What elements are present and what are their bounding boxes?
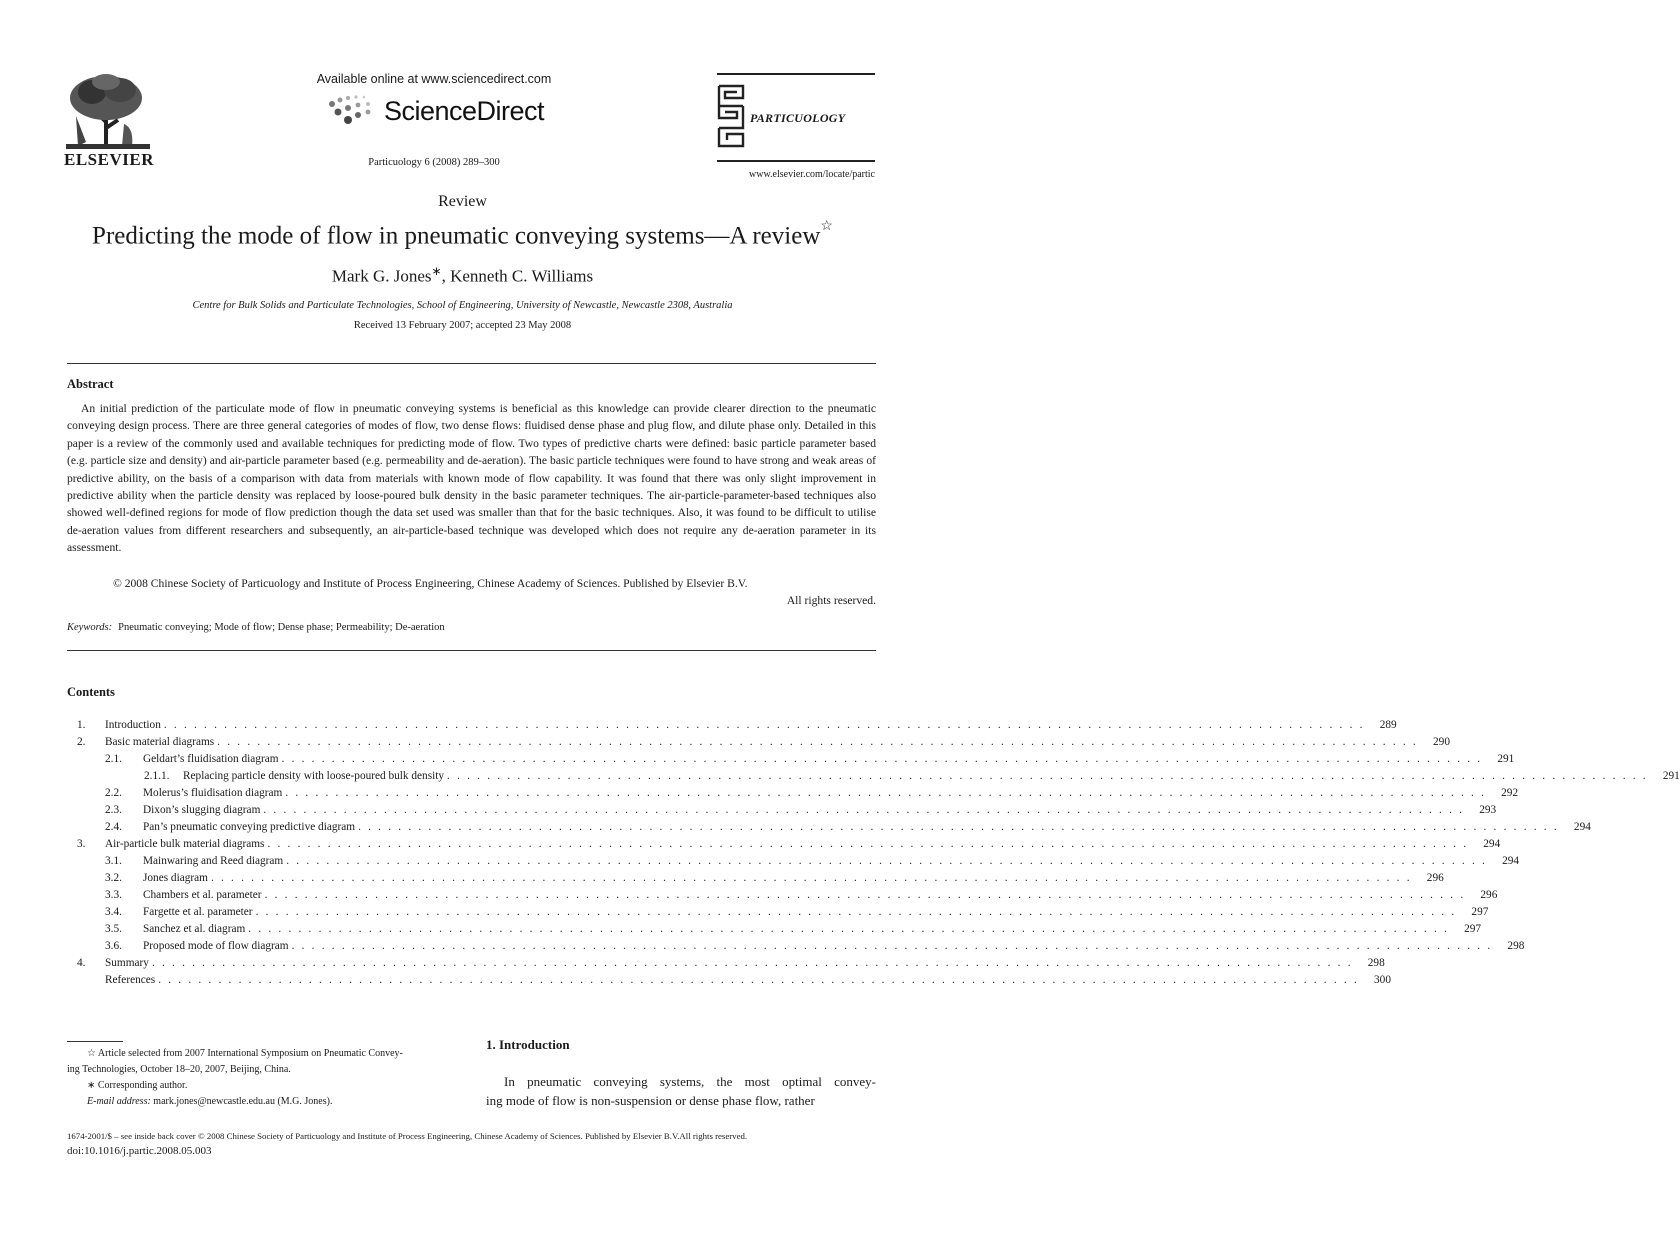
journal-logo-rule-top bbox=[717, 73, 875, 75]
copyright-line-1: © 2008 Chinese Society of Particuology and Institute of Process Engineering, Chinese Academy of Sciences. Published by Elsevier B.V. bbox=[113, 577, 748, 590]
keywords bbox=[67, 622, 445, 633]
abstract-body bbox=[67, 400, 876, 557]
particuology-maze-icon bbox=[717, 84, 745, 148]
footnotes bbox=[67, 1046, 467, 1110]
toc-entry-page: 294 bbox=[1483, 838, 1501, 850]
introduction-line-2: ing mode of flow is non-suspension or dense phase flow, rather bbox=[486, 1093, 815, 1108]
toc-entry-label: Chambers et al. parameter bbox=[143, 889, 262, 901]
introduction-heading: 1. Introduction bbox=[486, 1037, 570, 1052]
abstract-heading: Abstract bbox=[67, 377, 114, 391]
journal-reference: Particuology 6 (2008) 289–300 bbox=[368, 157, 500, 168]
toc-entry[interactable] bbox=[67, 921, 1482, 938]
sciencedirect-logo-text: ScienceDirect bbox=[384, 96, 545, 126]
toc-leader-dots: . . . . . . . . . . . . . . . . . . . . . . . . . . . . . . . . . . . . . . . . . . . . . . . . . . . . . . . . . . . . . . . . . . . . . . . . . . . . . . . . . . . . . . . . . . . . . . . . . . . . . . . . . . . . . . . . . . . . . . . . bbox=[255, 906, 1457, 918]
available-online-text: Available online at www.sciencedirect.com bbox=[316, 72, 552, 86]
toc-leader-dots: . . . . . . . . . . . . . . . . . . . . . . . . . . . . . . . . . . . . . . . . . . . . . . . . . . . . . . . . . . . . . . . . . . . . . . . . . . . . . . . . . . . . . . . . . . . . . . . . . . . . . . . . . . . . . . . . . . . . . . . . bbox=[291, 940, 1493, 952]
toc-entry-label: Basic material diagrams bbox=[105, 736, 215, 748]
keywords-text: Pneumatic conveying; Mode of flow; Dense phase; Permeability; De-aeration bbox=[118, 622, 445, 633]
toc-entry[interactable] bbox=[67, 887, 1498, 904]
toc-entry-label: Pan’s pneumatic conveying predictive diagram bbox=[143, 821, 356, 833]
toc-entry[interactable] bbox=[67, 836, 1501, 853]
toc-entry-page: 296 bbox=[1426, 872, 1444, 884]
author-williams: , Kenneth C. Williams bbox=[441, 266, 594, 286]
introduction-line-1: In pneumatic conveying systems, the most optimal convey- bbox=[504, 1074, 876, 1089]
footnote-star-line-2: ing Technologies, October 18–20, 2007, Beijing, China. bbox=[67, 1064, 291, 1075]
divider-top bbox=[67, 363, 876, 364]
footnote-corr-marker: ∗ bbox=[87, 1080, 96, 1091]
toc-entry-label: Air-particle bulk material diagrams bbox=[105, 838, 265, 850]
toc-entry[interactable] bbox=[67, 938, 1525, 955]
toc-leader-dots: . . . . . . . . . . . . . . . . . . . . . . . . . . . . . . . . . . . . . . . . . . . . . . . . . . . . . . . . . . . . . . . . . . . . . . . . . . . . . . . . . . . . . . . . . . . . . . . . . . . . . . . . . . . . . . . . . . . . . . . . bbox=[263, 804, 1465, 816]
author-jones: Mark G. Jones bbox=[331, 266, 432, 286]
toc-entry-number: 1. bbox=[77, 719, 86, 731]
toc-entry-number: 3.3. bbox=[105, 889, 122, 901]
toc-leader-dots: . . . . . . . . . . . . . . . . . . . . . . . . . . . . . . . . . . . . . . . . . . . . . . . . . . . . . . . . . . . . . . . . . . . . . . . . . . . . . . . . . . . . . . . . . . . . . . . . . . . . . . . . . . . . . . . . . . . . . . . . bbox=[163, 719, 1365, 731]
toc-leader-dots: . . . . . . . . . . . . . . . . . . . . . . . . . . . . . . . . . . . . . . . . . . . . . . . . . . . . . . . . . . . . . . . . . . . . . . . . . . . . . . . . . . . . . . . . . . . . . . . . . . . . . . . . . . . . . . . . . . . . . . . . bbox=[447, 770, 1648, 782]
toc-leader-dots: . . . . . . . . . . . . . . . . . . . . . . . . . . . . . . . . . . . . . . . . . . . . . . . . . . . . . . . . . . . . . . . . . . . . . . . . . . . . . . . . . . . . . . . . . . . . . . . . . . . . . . . . . . . . . . . . . . . . . . . . bbox=[281, 753, 1483, 765]
toc-entry-page: 293 bbox=[1479, 804, 1497, 816]
article-type: Review bbox=[438, 193, 487, 210]
journal-logo-rule-bottom bbox=[717, 160, 875, 162]
toc-entry-number: 3.1. bbox=[105, 855, 122, 867]
toc-entry-label: Geldart’s fluidisation diagram bbox=[143, 753, 279, 765]
toc-entry-number: 2. bbox=[77, 736, 86, 748]
toc-entry-number: 3. bbox=[77, 838, 86, 850]
journal-logo-text: PARTICUOLOGY bbox=[750, 111, 846, 125]
toc-entry-label: Jones diagram bbox=[143, 872, 208, 884]
footnote-star-line-1: Article selected from 2007 International Symposium on Pneumatic Convey- bbox=[97, 1048, 403, 1059]
toc-entry[interactable] bbox=[67, 819, 1591, 836]
issn-copyright-line: 1674-2001/$ – see inside back cover © 2008 Chinese Society of Particuology and Institute of Process Engineering, Chinese Academy of Sciences. Published by Elsevier B.V.All rights reserved. bbox=[67, 1131, 748, 1141]
toc-entry-label: Mainwaring and Reed diagram bbox=[143, 855, 284, 867]
toc-entry-label: Sanchez et al. diagram bbox=[143, 923, 246, 935]
toc-entry-label: References bbox=[105, 974, 156, 986]
email-label: E-mail address: bbox=[87, 1096, 151, 1107]
toc-entry-number: 2.1. bbox=[105, 753, 122, 765]
toc-entry[interactable] bbox=[67, 802, 1497, 819]
author-list bbox=[0, 264, 925, 287]
toc-leader-dots: . . . . . . . . . . . . . . . . . . . . . . . . . . . . . . . . . . . . . . . . . . . . . . . . . . . . . . . . . . . . . . . . . . . . . . . . . . . . . . . . . . . . . . . . . . . . . . . . . . . . . . . . . . . . . . . . . . . . . . . . bbox=[151, 957, 1353, 969]
article-title-text: Predicting the mode of flow in pneumatic conveying systems—A review bbox=[92, 222, 821, 250]
sciencedirect-dots-icon bbox=[326, 92, 382, 128]
toc-entry-page: 291 bbox=[1497, 753, 1515, 765]
toc-entry[interactable] bbox=[67, 853, 1520, 870]
toc-entry-page: 300 bbox=[1374, 974, 1391, 986]
footnote-email bbox=[67, 1094, 467, 1110]
toc-entry[interactable] bbox=[67, 734, 1450, 751]
introduction-body bbox=[486, 1072, 876, 1110]
abstract-text: An initial prediction of the particulate mode of flow in pneumatic conveying systems is beneficial as this knowledge can provide clearer direction to the pneumatic conveying design process. There are three general categories of modes of flow, two dense flows: fluidised dense phase and plug flow, and dilute phase only. Detailed in this paper is a review of the commonly used and available techniques for predicting mode of flow. Two types of predictive charts were defined: basic particle parameter based (e.g. particle size and density) and air-particle parameter based (e.g. permeability and de-aeration). The basic particle techniques were found to have strong and weak areas of predictive ability, on the basis of a comparison with data from materials with known mode of flow capability. It was found that there was only slight improvement in predictive ability when the particle density was replaced by loose-poured bulk density in the basic parameter techniques. The air-particle-parameter-based techniques also showed well-defined regions for mode of flow prediction though the data set used was smaller than that for the basic techniques. Also, it was found to be difficult to utilise de-aeration values from different researchers and subsequently, an air-particle-based technique was developed which does not require any de-aeration parameter in its assessment. bbox=[67, 402, 876, 555]
toc-entry-label: Replacing particle density with loose-poured bulk density bbox=[183, 770, 445, 782]
title-footnote-marker[interactable]: ☆ bbox=[820, 219, 833, 234]
toc-leader-dots: . . . . . . . . . . . . . . . . . . . . . . . . . . . . . . . . . . . . . . . . . . . . . . . . . . . . . . . . . . . . . . . . . . . . . . . . . . . . . . . . . . . . . . . . . . . . . . . . . . . . . . . . . . . . . . . . . . . . . . . . bbox=[285, 787, 1487, 799]
footnote-star-marker: ☆ bbox=[87, 1048, 96, 1059]
affiliation: Centre for Bulk Solids and Particulate Technologies, School of Engineering, University of Newcastle, Newcastle 2308, Australia bbox=[192, 300, 733, 311]
toc-entry-page: 296 bbox=[1480, 889, 1498, 901]
toc-entry[interactable] bbox=[67, 870, 1444, 887]
toc-entry[interactable] bbox=[67, 904, 1489, 921]
table-of-contents bbox=[67, 717, 1680, 989]
copyright-line-2: All rights reserved. bbox=[786, 594, 876, 608]
toc-entry[interactable] bbox=[67, 768, 1680, 785]
toc-leader-dots: . . . . . . . . . . . . . . . . . . . . . . . . . . . . . . . . . . . . . . . . . . . . . . . . . . . . . . . . . . . . . . . . . . . . . . . . . . . . . . . . . . . . . . . . . . . . . . . . . . . . . . . . . . . . . . . . . . . . . . . . bbox=[358, 821, 1559, 833]
toc-entry-label: Fargette et al. parameter bbox=[143, 906, 253, 918]
toc-entry-label: Molerus’s fluidisation diagram bbox=[143, 787, 283, 799]
journal-url[interactable]: www.elsevier.com/locate/partic bbox=[749, 169, 875, 180]
toc-leader-dots: . . . . . . . . . . . . . . . . . . . . . . . . . . . . . . . . . . . . . . . . . . . . . . . . . . . . . . . . . . . . . . . . . . . . . . . . . . . . . . . . . . . . . . . . . . . . . . . . . . . . . . . . . . . . . . . . . . . . . . . . bbox=[264, 889, 1466, 901]
toc-leader-dots: . . . . . . . . . . . . . . . . . . . . . . . . . . . . . . . . . . . . . . . . . . . . . . . . . . . . . . . . . . . . . . . . . . . . . . . . . . . . . . . . . . . . . . . . . . . . . . . . . . . . . . . . . . . . . . . . . . . . . . . . bbox=[210, 872, 1412, 884]
toc-entry[interactable] bbox=[67, 785, 1519, 802]
keywords-label: Keywords: bbox=[67, 622, 113, 633]
copyright-block bbox=[67, 575, 876, 610]
toc-entry-number: 3.5. bbox=[105, 923, 122, 935]
toc-entry-number: 3.4. bbox=[105, 906, 122, 918]
toc-entry-page: 290 bbox=[1433, 736, 1450, 748]
toc-entry-label: Summary bbox=[105, 957, 149, 969]
toc-entry-number: 2.1.1. bbox=[144, 770, 170, 782]
toc-entry-page: 294 bbox=[1502, 855, 1520, 867]
contents-heading: Contents bbox=[67, 685, 115, 699]
toc-entry[interactable] bbox=[67, 955, 1385, 972]
toc-entry-page: 289 bbox=[1379, 719, 1397, 731]
toc-entry-label: Introduction bbox=[105, 719, 161, 731]
toc-entry-page: 298 bbox=[1507, 940, 1525, 952]
email-address-link[interactable]: mark.jones@newcastle.edu.au (M.G. Jones). bbox=[153, 1096, 333, 1107]
article-title bbox=[0, 219, 925, 250]
toc-entry-number: 2.3. bbox=[105, 804, 122, 816]
toc-entry-page: 297 bbox=[1464, 923, 1482, 935]
toc-entry-label: Proposed mode of flow diagram bbox=[143, 940, 289, 952]
elsevier-tree-logo bbox=[62, 72, 154, 150]
toc-entry-number: 2.4. bbox=[105, 821, 122, 833]
toc-entry[interactable] bbox=[67, 972, 1391, 989]
toc-entry-number: 3.2. bbox=[105, 872, 122, 884]
received-dates: Received 13 February 2007; accepted 23 May 2008 bbox=[353, 320, 572, 331]
doi-link[interactable]: doi:10.1016/j.partic.2008.05.003 bbox=[67, 1144, 212, 1157]
footnote-rule bbox=[67, 1041, 123, 1042]
toc-entry-label: Dixon’s slugging diagram bbox=[143, 804, 261, 816]
footnote-corr-text: Corresponding author. bbox=[97, 1080, 188, 1091]
toc-leader-dots: . . . . . . . . . . . . . . . . . . . . . . . . . . . . . . . . . . . . . . . . . . . . . . . . . . . . . . . . . . . . . . . . . . . . . . . . . . . . . . . . . . . . . . . . . . . . . . . . . . . . . . . . . . . . . . . . . . . . . . . . bbox=[248, 923, 1450, 935]
toc-leader-dots: . . . . . . . . . . . . . . . . . . . . . . . . . . . . . . . . . . . . . . . . . . . . . . . . . . . . . . . . . . . . . . . . . . . . . . . . . . . . . . . . . . . . . . . . . . . . . . . . . . . . . . . . . . . . . . . . . . . . . . . . bbox=[217, 736, 1418, 748]
toc-entry[interactable] bbox=[67, 751, 1515, 768]
toc-entry-number: 2.2. bbox=[105, 787, 122, 799]
toc-leader-dots: . . . . . . . . . . . . . . . . . . . . . . . . . . . . . . . . . . . . . . . . . . . . . . . . . . . . . . . . . . . . . . . . . . . . . . . . . . . . . . . . . . . . . . . . . . . . . . . . . . . . . . . . . . . . . . . . . . . . . . . . bbox=[267, 838, 1469, 850]
toc-entry-page: 292 bbox=[1501, 787, 1519, 799]
toc-entry-number: 4. bbox=[77, 957, 86, 969]
toc-entry-page: 294 bbox=[1573, 821, 1591, 833]
toc-entry-page: 297 bbox=[1471, 906, 1489, 918]
footnote-corresponding bbox=[67, 1078, 467, 1094]
toc-leader-dots: . . . . . . . . . . . . . . . . . . . . . . . . . . . . . . . . . . . . . . . . . . . . . . . . . . . . . . . . . . . . . . . . . . . . . . . . . . . . . . . . . . . . . . . . . . . . . . . . . . . . . . . . . . . . . . . . . . . . . . . . bbox=[286, 855, 1488, 867]
toc-entry-page: 298 bbox=[1367, 957, 1385, 969]
divider-bottom bbox=[67, 650, 876, 651]
publisher-logo-text: ELSEVIER bbox=[64, 150, 154, 169]
toc-entry-page: 291 bbox=[1662, 770, 1680, 782]
toc-entry-number: 3.6. bbox=[105, 940, 122, 952]
corresponding-author-marker[interactable]: ∗ bbox=[431, 264, 442, 278]
page-footer bbox=[67, 1129, 876, 1158]
footnote-star bbox=[67, 1046, 467, 1062]
toc-entry[interactable] bbox=[67, 717, 1397, 734]
toc-leader-dots: . . . . . . . . . . . . . . . . . . . . . . . . . . . . . . . . . . . . . . . . . . . . . . . . . . . . . . . . . . . . . . . . . . . . . . . . . . . . . . . . . . . . . . . . . . . . . . . . . . . . . . . . . . . . . . . . . . . . . . . . bbox=[158, 974, 1359, 986]
